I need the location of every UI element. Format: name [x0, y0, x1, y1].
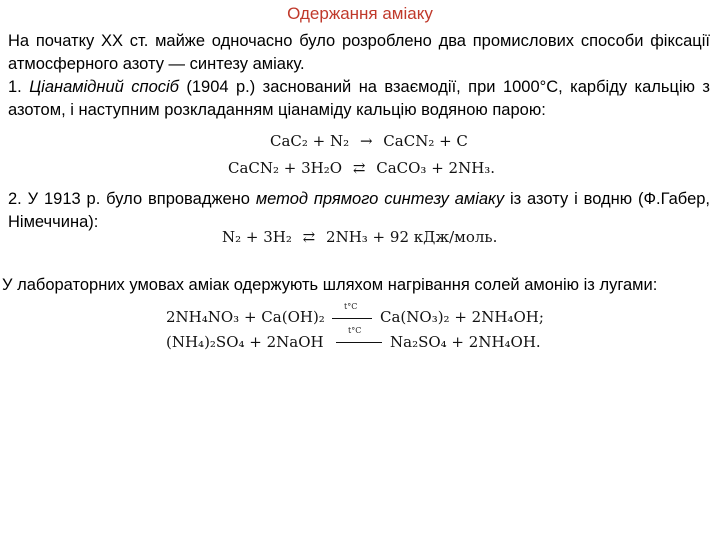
laboratory-text: У лабораторних умовах аміак одержують шляхом нагрівання солей амонію із лугами: [2, 276, 658, 294]
equation-ammonium-nitrate-products [380, 308, 544, 326]
eq-left: (NH₄)₂SO₄ + 2NaOH [166, 333, 324, 351]
eq-right: 2NH₃ + 92 кДж/моль. [326, 228, 498, 246]
laboratory-paragraph [2, 274, 710, 297]
equation-ammonia-synthesis [222, 228, 497, 246]
haber-rest: із азоту і водню (Ф.Габер, Німеччина): [8, 190, 711, 231]
intro-paragraph [8, 30, 710, 76]
eq-left: 2NH₄NO₃ + Ca(OH)₂ [166, 308, 325, 326]
equation-ammonium-sulfate-products [390, 333, 541, 351]
eq-left: N₂ + 3H₂ [222, 228, 292, 246]
page-title: Одержання аміаку [287, 4, 433, 23]
eq-arrow: → [359, 132, 373, 150]
method-name: Ціанамідний спосіб [29, 78, 179, 96]
haber-start: 2. У 1913 р. було впроваджено [8, 190, 256, 208]
eq5-arrow [336, 342, 382, 343]
eq4-condition: t°C [344, 302, 358, 311]
eq-arrow: ⇄ [352, 159, 366, 177]
cyanamide-paragraph [8, 76, 710, 122]
eq5-condition: t°C [348, 326, 362, 335]
eq-right: Na₂SO₄ + 2NH₄OH. [390, 333, 541, 351]
method-description: (1904 р.) заснований на взаємодії, при 1000°С, карбіду кальцію з азотом, і наступним розкладанням ціанаміду кальцію водяною парою: [8, 78, 710, 119]
haber-method: метод прямого синтезу аміаку [255, 190, 505, 208]
equation-cacn2-h2o [228, 159, 495, 177]
equation-ammonium-sulfate [166, 333, 324, 351]
eq-left: CaC₂ + N₂ [270, 132, 350, 150]
eq-right: Ca(NO₃)₂ + 2NH₄OH; [380, 308, 544, 326]
equation-ammonium-nitrate [166, 308, 325, 326]
intro-text: На початку XX ст. майже одночасно було розроблено два промислових способи фіксації атмосферного азоту — синтезу аміаку. [8, 32, 710, 73]
eq4-arrow [332, 318, 372, 319]
eq-right: CaCO₃ + 2NH₃. [376, 159, 496, 177]
eq-left: CaCN₂ + 3H₂O [228, 159, 343, 177]
eq-arrow: ⇄ [302, 228, 316, 246]
equation-cac2-n2 [270, 132, 468, 150]
item-number: 1. [8, 78, 30, 96]
eq-right: CaCN₂ + C [383, 132, 468, 150]
